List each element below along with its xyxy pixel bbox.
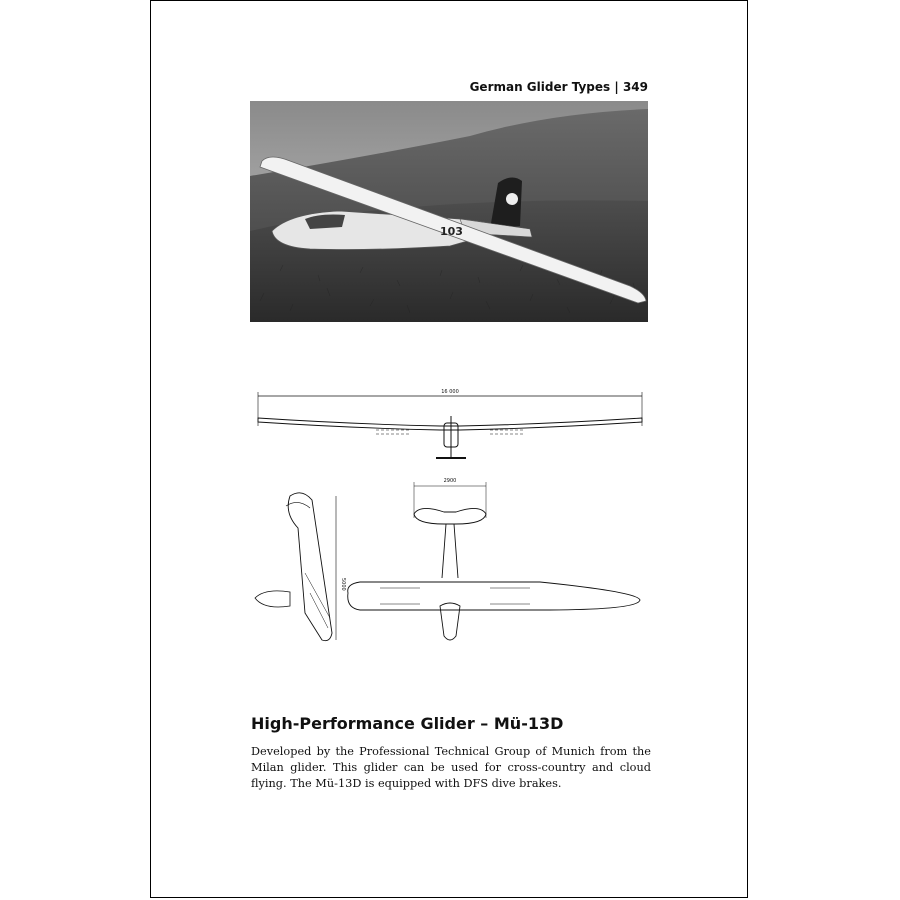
aircraft-marking: 103 xyxy=(440,225,463,238)
length-dimension: 5000 xyxy=(340,578,346,591)
glider-photo xyxy=(250,101,648,322)
front-view xyxy=(258,389,642,458)
three-view-drawing xyxy=(250,378,650,658)
article-title: High-Performance Glider – Mü-13D xyxy=(251,714,564,733)
span-dimension: 16 000 xyxy=(441,389,459,395)
page-number: 349 xyxy=(622,80,648,94)
running-header xyxy=(0,80,648,94)
article-body: Developed by the Professional Technical Group of Munich from the Milan glider. This glider can be used for cross-country and cloud flying. The Mü-13D is equipped with DFS dive brakes. xyxy=(251,745,651,790)
side-view xyxy=(255,493,346,641)
header-separator: | xyxy=(614,80,619,94)
top-view xyxy=(348,478,640,640)
tail-dimension: 2900 xyxy=(443,478,457,484)
section-title: German Glider Types xyxy=(469,80,611,94)
